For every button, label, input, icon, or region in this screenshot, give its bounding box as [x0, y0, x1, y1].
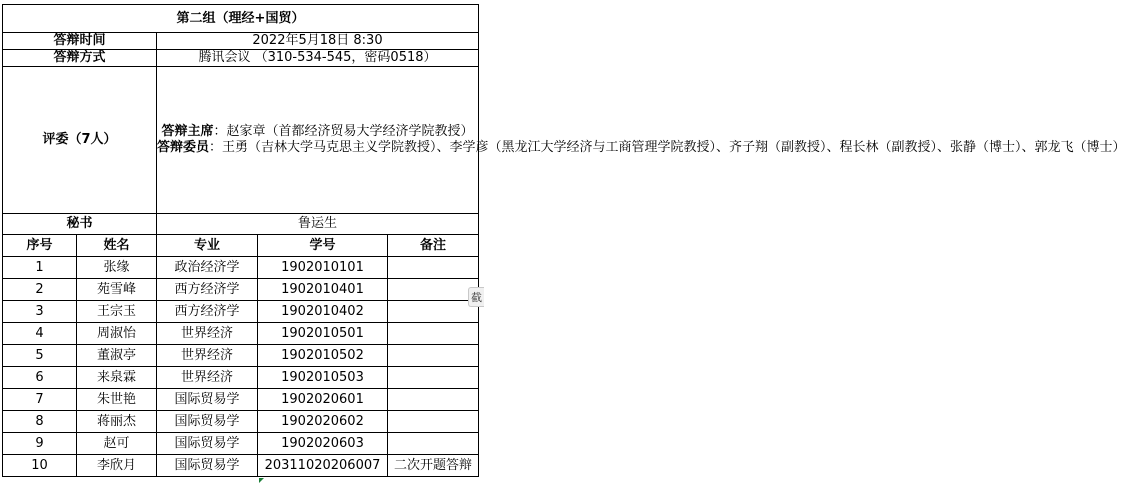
committee-row [3, 67, 479, 214]
chair-label: 答辩主席 [161, 124, 214, 139]
row-no: 1 [3, 257, 77, 279]
row-no: 6 [3, 367, 77, 389]
row-id: 1902010101 [258, 257, 388, 279]
group-title: 第二组（理经+国贸） [3, 5, 479, 33]
row-note [388, 411, 479, 433]
col-header-id: 学号 [258, 235, 388, 257]
table-row [3, 323, 479, 345]
row-id: 1902010502 [258, 345, 388, 367]
row-note [388, 345, 479, 367]
col-header-no: 序号 [3, 235, 77, 257]
row-id: 1902010501 [258, 323, 388, 345]
row-id: 1902010503 [258, 367, 388, 389]
row-note [388, 433, 479, 455]
members-label: 答辩委员 [157, 140, 210, 155]
row-id: 20311020206007 [258, 455, 388, 477]
table-row [3, 389, 479, 411]
cell-comment-marker-icon [259, 478, 264, 483]
row-name: 周淑怡 [77, 323, 157, 345]
defense-method-label: 答辩方式 [3, 50, 157, 67]
row-note [388, 279, 479, 301]
row-name: 朱世艳 [77, 389, 157, 411]
row-name: 董淑亭 [77, 345, 157, 367]
defense-method-row [3, 50, 479, 67]
column-header-row [3, 235, 479, 257]
table-row [3, 257, 479, 279]
col-header-note: 备注 [388, 235, 479, 257]
row-major: 世界经济 [157, 367, 258, 389]
secretary-label: 秘书 [3, 214, 157, 235]
row-no: 5 [3, 345, 77, 367]
members-text: ：王勇（吉林大学马克思主义学院教授）、李学彦（黑龙江大学经济与工商管理学院教授）、齐子翔（副教授）、程长林（副教授）、张静（博士）、郭龙飞（博士） [209, 140, 1126, 155]
row-id: 1902010401 [258, 279, 388, 301]
committee-details [157, 67, 1126, 214]
row-name: 苑雪峰 [77, 279, 157, 301]
defense-time-label: 答辩时间 [3, 33, 157, 50]
row-note [388, 323, 479, 345]
screenshot-side-tab[interactable]: 截 [468, 287, 484, 307]
row-major: 世界经济 [157, 323, 258, 345]
table-row [3, 455, 479, 477]
row-name: 李欣月 [77, 455, 157, 477]
row-note: 二次开题答辩 [388, 455, 479, 477]
title-row [3, 5, 479, 33]
row-no: 7 [3, 389, 77, 411]
row-no: 2 [3, 279, 77, 301]
row-no: 10 [3, 455, 77, 477]
row-no: 9 [3, 433, 77, 455]
row-major: 西方经济学 [157, 279, 258, 301]
row-major: 国际贸易学 [157, 411, 258, 433]
row-no: 4 [3, 323, 77, 345]
committee-chair [157, 124, 478, 140]
table-row [3, 433, 479, 455]
row-major: 政治经济学 [157, 257, 258, 279]
row-note [388, 367, 479, 389]
secretary-value: 鲁运生 [157, 214, 479, 235]
row-id: 1902020603 [258, 433, 388, 455]
row-id: 1902020601 [258, 389, 388, 411]
table-row [3, 367, 479, 389]
row-major: 西方经济学 [157, 301, 258, 323]
row-name: 赵可 [77, 433, 157, 455]
table-row [3, 411, 479, 433]
secretary-row [3, 214, 479, 235]
row-no: 8 [3, 411, 77, 433]
row-no: 3 [3, 301, 77, 323]
defense-time-value: 2022年5月18日 8:30 [157, 33, 479, 50]
col-header-major: 专业 [157, 235, 258, 257]
row-major: 国际贸易学 [157, 389, 258, 411]
row-name: 王宗玉 [77, 301, 157, 323]
row-note [388, 389, 479, 411]
row-name: 蒋丽杰 [77, 411, 157, 433]
committee-members [157, 140, 1126, 156]
col-header-name: 姓名 [77, 235, 157, 257]
table-row [3, 345, 479, 367]
defense-method-value: 腾讯会议 （310-534-545，密码0518） [157, 50, 479, 67]
row-major: 国际贸易学 [157, 455, 258, 477]
defense-time-row [3, 33, 479, 50]
table-row [3, 301, 479, 323]
chair-text: ：赵家章（首都经济贸易大学经济学院教授） [213, 124, 474, 139]
row-name: 张缘 [77, 257, 157, 279]
row-note [388, 257, 479, 279]
committee-label: 评委（7人） [3, 67, 157, 214]
row-major: 世界经济 [157, 345, 258, 367]
row-major: 国际贸易学 [157, 433, 258, 455]
row-note [388, 301, 479, 323]
row-id: 1902020602 [258, 411, 388, 433]
row-id: 1902010402 [258, 301, 388, 323]
table-row [3, 279, 479, 301]
defense-schedule-table [2, 4, 1126, 477]
row-name: 来泉霖 [77, 367, 157, 389]
